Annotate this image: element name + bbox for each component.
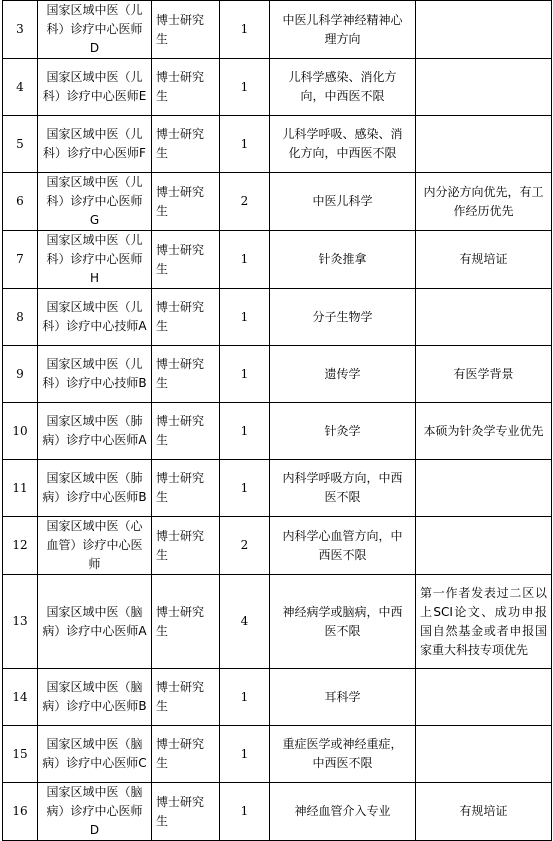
headcount: 4 [220, 575, 270, 669]
headcount: 1 [220, 289, 270, 346]
post-name: 国家区域中医（儿科）诊疗中心医师H [38, 231, 152, 289]
remarks: 有规培证 [416, 783, 552, 841]
post-name: 国家区域中医（心血管）诊疗中心医师 [38, 517, 152, 575]
table-row [3, 231, 552, 289]
remarks [416, 517, 552, 575]
headcount: 1 [220, 460, 270, 517]
education: 博士研究生 [152, 403, 220, 460]
major: 遗传学 [270, 346, 416, 403]
headcount: 1 [220, 116, 270, 173]
table-row [3, 289, 552, 346]
headcount: 1 [220, 669, 270, 726]
remarks [416, 669, 552, 726]
education: 博士研究生 [152, 59, 220, 116]
row-number: 13 [3, 575, 38, 669]
education: 博士研究生 [152, 116, 220, 173]
headcount: 1 [220, 1, 270, 59]
remarks: 第一作者发表过二区以上SCI论文、成功申报国自然基金或者申报国家重大科技专项优先 [416, 575, 552, 669]
table-row [3, 403, 552, 460]
major: 重症医学或神经重症，中西医不限 [270, 726, 416, 783]
table-row [3, 346, 552, 403]
major: 耳科学 [270, 669, 416, 726]
post-name: 国家区域中医（肺病）诊疗中心医师B [38, 460, 152, 517]
education: 博士研究生 [152, 346, 220, 403]
major: 儿科学呼吸、感染、消化方向，中西医不限 [270, 116, 416, 173]
remarks [416, 59, 552, 116]
row-number: 12 [3, 517, 38, 575]
post-name: 国家区域中医（儿科）诊疗中心医师F [38, 116, 152, 173]
major: 内科学心血管方向，中西医不限 [270, 517, 416, 575]
major: 内科学呼吸方向，中西医不限 [270, 460, 416, 517]
major: 神经血管介入专业 [270, 783, 416, 841]
education: 博士研究生 [152, 231, 220, 289]
post-name: 国家区域中医（脑病）诊疗中心医师C [38, 726, 152, 783]
row-number: 8 [3, 289, 38, 346]
table-row [3, 669, 552, 726]
table-row [3, 116, 552, 173]
major: 中医儿科学 [270, 173, 416, 231]
major: 神经病学或脑病，中西医不限 [270, 575, 416, 669]
education: 博士研究生 [152, 1, 220, 59]
education: 博士研究生 [152, 783, 220, 841]
remarks [416, 460, 552, 517]
post-name: 国家区域中医（儿科）诊疗中心医师D [38, 1, 152, 59]
major: 针灸学 [270, 403, 416, 460]
row-number: 15 [3, 726, 38, 783]
table-body [3, 1, 552, 841]
recruitment-table [2, 0, 552, 841]
education: 博士研究生 [152, 460, 220, 517]
education: 博士研究生 [152, 289, 220, 346]
education: 博士研究生 [152, 173, 220, 231]
table-row [3, 726, 552, 783]
post-name: 国家区域中医（脑病）诊疗中心医师A [38, 575, 152, 669]
row-number: 6 [3, 173, 38, 231]
education: 博士研究生 [152, 669, 220, 726]
row-number: 10 [3, 403, 38, 460]
post-name: 国家区域中医（肺病）诊疗中心医师A [38, 403, 152, 460]
major: 中医儿科学神经精神心理方向 [270, 1, 416, 59]
table-row [3, 575, 552, 669]
headcount: 1 [220, 783, 270, 841]
post-name: 国家区域中医（儿科）诊疗中心技师A [38, 289, 152, 346]
table-row [3, 59, 552, 116]
table-row [3, 460, 552, 517]
table-row [3, 517, 552, 575]
education: 博士研究生 [152, 575, 220, 669]
post-name: 国家区域中医（儿科）诊疗中心医师E [38, 59, 152, 116]
table-row [3, 1, 552, 59]
education: 博士研究生 [152, 517, 220, 575]
headcount: 1 [220, 231, 270, 289]
education: 博士研究生 [152, 726, 220, 783]
row-number: 7 [3, 231, 38, 289]
headcount: 1 [220, 403, 270, 460]
remarks [416, 726, 552, 783]
row-number: 3 [3, 1, 38, 59]
headcount: 2 [220, 517, 270, 575]
remarks: 本硕为针灸学专业优先 [416, 403, 552, 460]
major: 分子生物学 [270, 289, 416, 346]
post-name: 国家区域中医（儿科）诊疗中心技师B [38, 346, 152, 403]
remarks: 有医学背景 [416, 346, 552, 403]
row-number: 11 [3, 460, 38, 517]
major: 针灸推拿 [270, 231, 416, 289]
remarks [416, 289, 552, 346]
headcount: 2 [220, 173, 270, 231]
headcount: 1 [220, 346, 270, 403]
remarks: 有规培证 [416, 231, 552, 289]
headcount: 1 [220, 59, 270, 116]
row-number: 5 [3, 116, 38, 173]
post-name: 国家区域中医（脑病）诊疗中心医师B [38, 669, 152, 726]
remarks [416, 116, 552, 173]
table-row [3, 173, 552, 231]
table-row [3, 783, 552, 841]
post-name: 国家区域中医（脑病）诊疗中心医师D [38, 783, 152, 841]
row-number: 4 [3, 59, 38, 116]
major: 儿科学感染、消化方向，中西医不限 [270, 59, 416, 116]
remarks [416, 1, 552, 59]
row-number: 14 [3, 669, 38, 726]
row-number: 16 [3, 783, 38, 841]
headcount: 1 [220, 726, 270, 783]
row-number: 9 [3, 346, 38, 403]
post-name: 国家区域中医（儿科）诊疗中心医师G [38, 173, 152, 231]
remarks: 内分泌方向优先，有工作经历优先 [416, 173, 552, 231]
